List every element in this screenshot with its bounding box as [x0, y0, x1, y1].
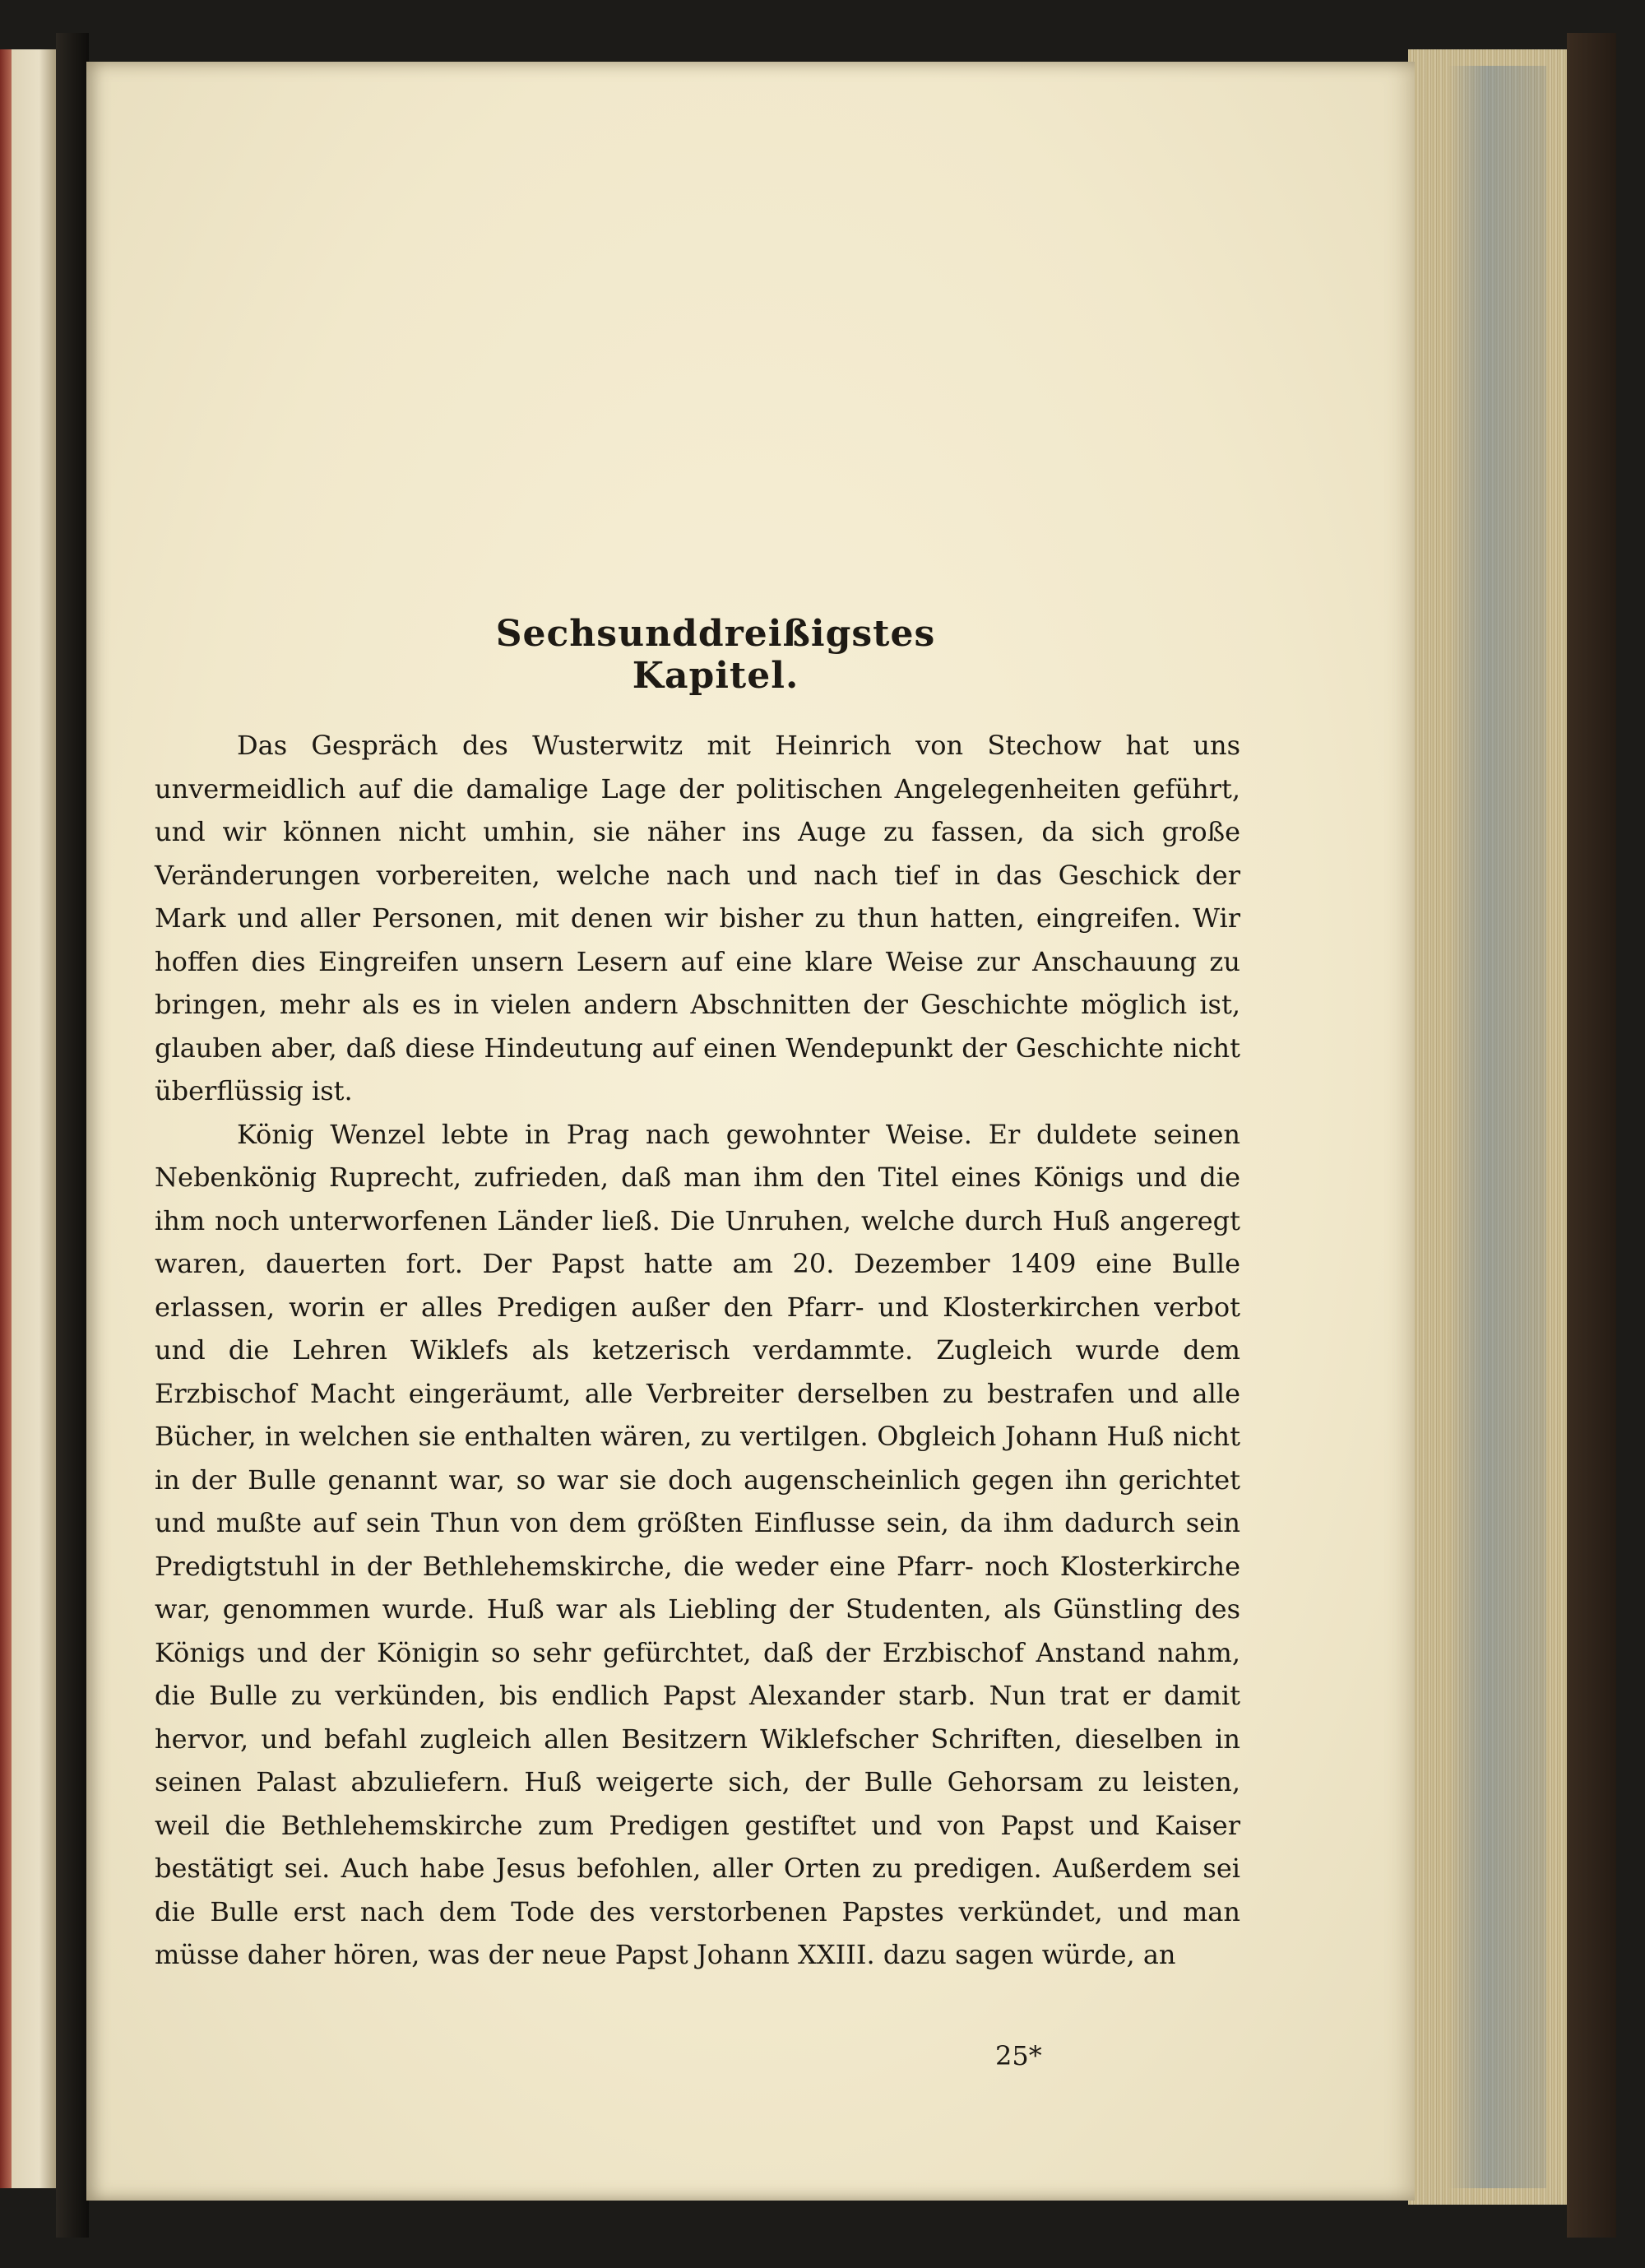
book-gutter: [56, 33, 89, 2238]
body-text: [155, 724, 1240, 1977]
chapter-heading: Sechsunddreißigstes Kapitel.: [495, 613, 936, 697]
book-cover-edge: [1567, 33, 1616, 2238]
page-number: 25*: [995, 2040, 1042, 2071]
paragraph: König Wenzel lebte in Prag nach gewohnter Weise. Er duldete seinen Nebenkönig Ruprecht, zufrieden, daß man ihm den Titel eines Königs und die ihm noch unterworfenen Länder ließ. Die Unruhen, welche durch Huß angeregt waren, dauerten fort. Der Papst hatte am 20. Dezember 1409 eine Bulle erlassen, worin er alles Predigen außer den Pfarr- und Klosterkirchen verbot und die Lehren Wiklefs als ketzerisch verdammte. Zugleich wurde dem Erzbischof Macht eingeräumt, alle Verbreiter derselben zu bestrafen und alle Bücher, in welchen sie enthalten wären, zu vertilgen. Obgleich Johann Huß nicht in der Bulle genannt war, so war sie doch augenscheinlich gegen ihn gerichtet und mußte auf sein Thun von dem größten Einflusse sein, da ihm dadurch sein Predigtstuhl in der Bethlehemskirche, die weder eine Pfarr- noch Klosterkirche war, genommen wurde. Huß war als Liebling der Studenten, als Günstling des Königs und der Königin so sehr gefürchtet, daß der Erzbischof Anstand nahm, die Bulle zu verkünden, bis endlich Papst Alexander starb. Nun trat er damit hervor, und befahl zugleich allen Besitzern Wiklefscher Schriften, dieselben in seinen Palast abzuliefern. Huß weigerte sich, der Bulle Gehorsam zu leisten, weil die Bethlehemskirche zum Predigen gestiftet und von Papst und Kaiser bestätigt sei. Auch habe Jesus befohlen, aller Orten zu predigen. Außerdem sei die Bulle erst nach dem Tode des verstorbenen Papstes verkündet, und man müsse daher hören, was der neue Papst Johann XXIII. dazu sagen würde, an: [155, 1118, 1240, 1970]
paragraph: Das Gespräch des Wusterwitz mit Heinrich von Stechow hat uns unvermeidlich auf die damalige Lage der politischen Angelegenheiten geführt, und wir können nicht umhin, sie näher ins Auge zu fassen, da sich große Veränderungen vorbereiten, welche nach und nach tief in das Geschick der Mark und aller Personen, mit denen wir bisher zu thun hatten, eingreifen. Wir hoffen dies Eingreifen unsern Lesern auf eine klare Weise zur Anschauung zu bringen, mehr als es in vielen andern Abschnitten der Geschichte möglich ist, glauben aber, daß diese Hindeutung auf einen Wendepunkt der Geschichte nicht überflüssig ist.: [155, 730, 1240, 1106]
page-block-sprinkled-edge: [1448, 66, 1546, 2188]
left-page-red-edge: [0, 49, 12, 2188]
